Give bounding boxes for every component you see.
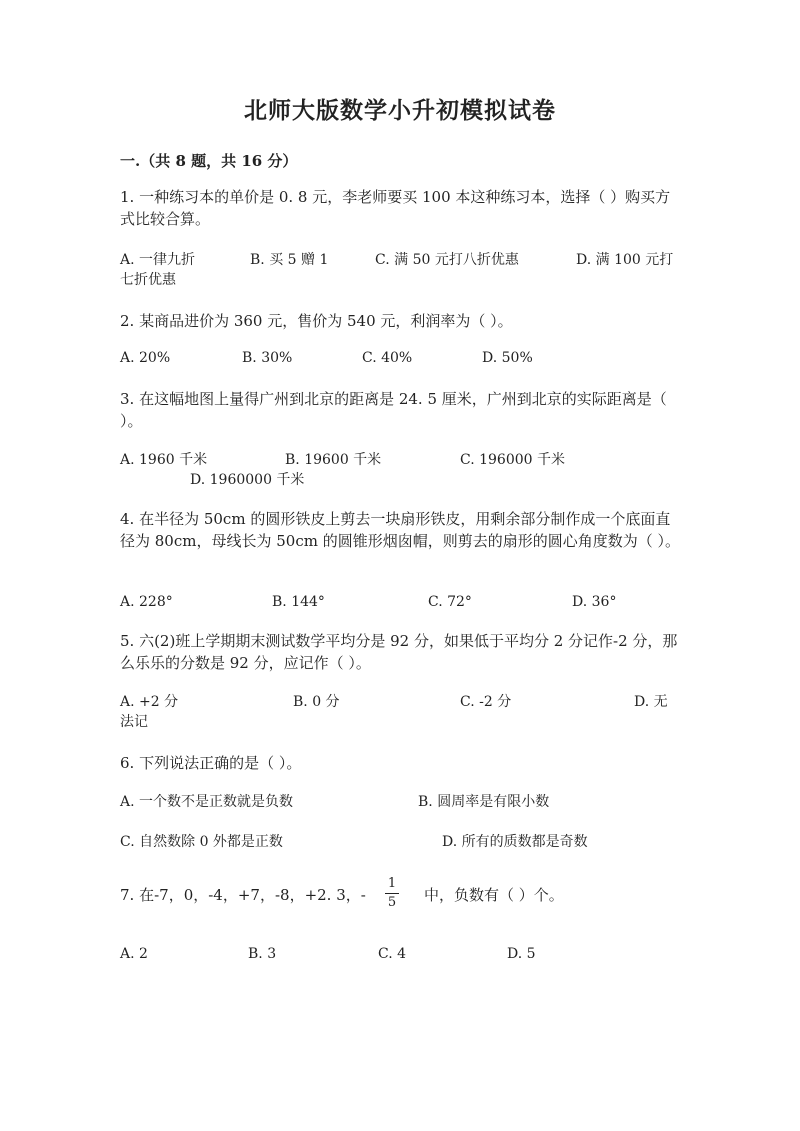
question-2-stem: 2. 某商品进价为 360 元，售价为 540 元，利润率为（ ）。 bbox=[120, 312, 513, 330]
question-7-option-a: A. 2 bbox=[120, 946, 148, 962]
fraction-denominator: 5 bbox=[387, 895, 397, 910]
question-4-stem: 4. 在半径为 50cm 的圆形铁皮上剪去一块扇形铁皮，用剩余部分制作成一个底面直径为 80cm，母线长为 50cm 的圆锥形烟囱帽，则剪去的扇形的圆心角度数为（ ）。 bbox=[120, 510, 680, 550]
question-5-option-d: D. 无法记 bbox=[120, 694, 668, 730]
question-6-option-a: A. 一个数不是正数就是负数 bbox=[120, 794, 294, 810]
question-3-option-c: C. 196000 千米 bbox=[460, 452, 566, 468]
question-4-option-d: D. 36° bbox=[572, 594, 617, 610]
question-7-stem-before: 7. 在-7，0，-4，+7，-8，+2. 3，- bbox=[120, 886, 366, 904]
question-3-stem: 3. 在这幅地图上量得广州到北京的距离是 24. 5 厘米，广州到北京的实际距离是（ ）。 bbox=[120, 390, 667, 430]
question-7-fraction bbox=[380, 876, 404, 911]
question-1-option-d: D. 满 100 元打七折优惠 bbox=[120, 252, 674, 288]
question-5-stem: 5. 六(2)班上学期期末测试数学平均分是 92 分，如果低于平均分 2 分记作-2 分，那么乐乐的分数是 92 分，应记作（ ）。 bbox=[120, 632, 678, 672]
question-1-option-a: A. 一律九折 bbox=[120, 252, 196, 268]
question-6-option-c: C. 自然数除 0 外都是正数 bbox=[120, 834, 283, 850]
question-3-option-a: A. 1960 千米 bbox=[120, 452, 208, 468]
question-2-option-d: D. 50% bbox=[482, 350, 533, 366]
section-heading: 一.（共 8 题，共 16 分） bbox=[120, 152, 298, 170]
question-4-option-a: A. 228° bbox=[120, 594, 173, 610]
question-4-option-b: B. 144° bbox=[272, 594, 325, 610]
page-title: 北师大版数学小升初模拟试卷 bbox=[244, 97, 556, 124]
question-2-option-a: A. 20% bbox=[120, 350, 171, 366]
question-5-option-a: A. +2 分 bbox=[120, 694, 179, 710]
fraction-bar bbox=[385, 893, 399, 894]
question-7-stem-after: 中，负数有（ ）个。 bbox=[424, 886, 564, 904]
question-6-stem: 6. 下列说法正确的是（ ）。 bbox=[120, 754, 302, 772]
question-5-option-b: B. 0 分 bbox=[293, 694, 340, 710]
question-1-option-b: B. 买 5 赠 1 bbox=[250, 252, 329, 268]
question-7-option-c: C. 4 bbox=[378, 946, 407, 962]
question-1-option-c: C. 满 50 元打八折优惠 bbox=[375, 252, 519, 268]
question-1-stem: 1. 一种练习本的单价是 0. 8 元，李老师要买 100 本这种练习本，选择（ ）购买方式比较合算。 bbox=[120, 188, 671, 228]
question-7-option-b: B. 3 bbox=[248, 946, 277, 962]
question-2-option-c: C. 40% bbox=[362, 350, 413, 366]
question-5-option-c: C. -2 分 bbox=[460, 694, 512, 710]
question-3-option-b: B. 19600 千米 bbox=[285, 452, 382, 468]
question-2-option-b: B. 30% bbox=[242, 350, 293, 366]
fraction-numerator: 1 bbox=[387, 876, 397, 891]
question-6-option-d: D. 所有的质数都是奇数 bbox=[442, 834, 588, 850]
question-4-option-c: C. 72° bbox=[428, 594, 472, 610]
question-3-option-d: D. 1960000 千米 bbox=[190, 472, 305, 488]
question-6-option-b: B. 圆周率是有限小数 bbox=[418, 794, 550, 810]
question-7-option-d: D. 5 bbox=[507, 946, 536, 962]
